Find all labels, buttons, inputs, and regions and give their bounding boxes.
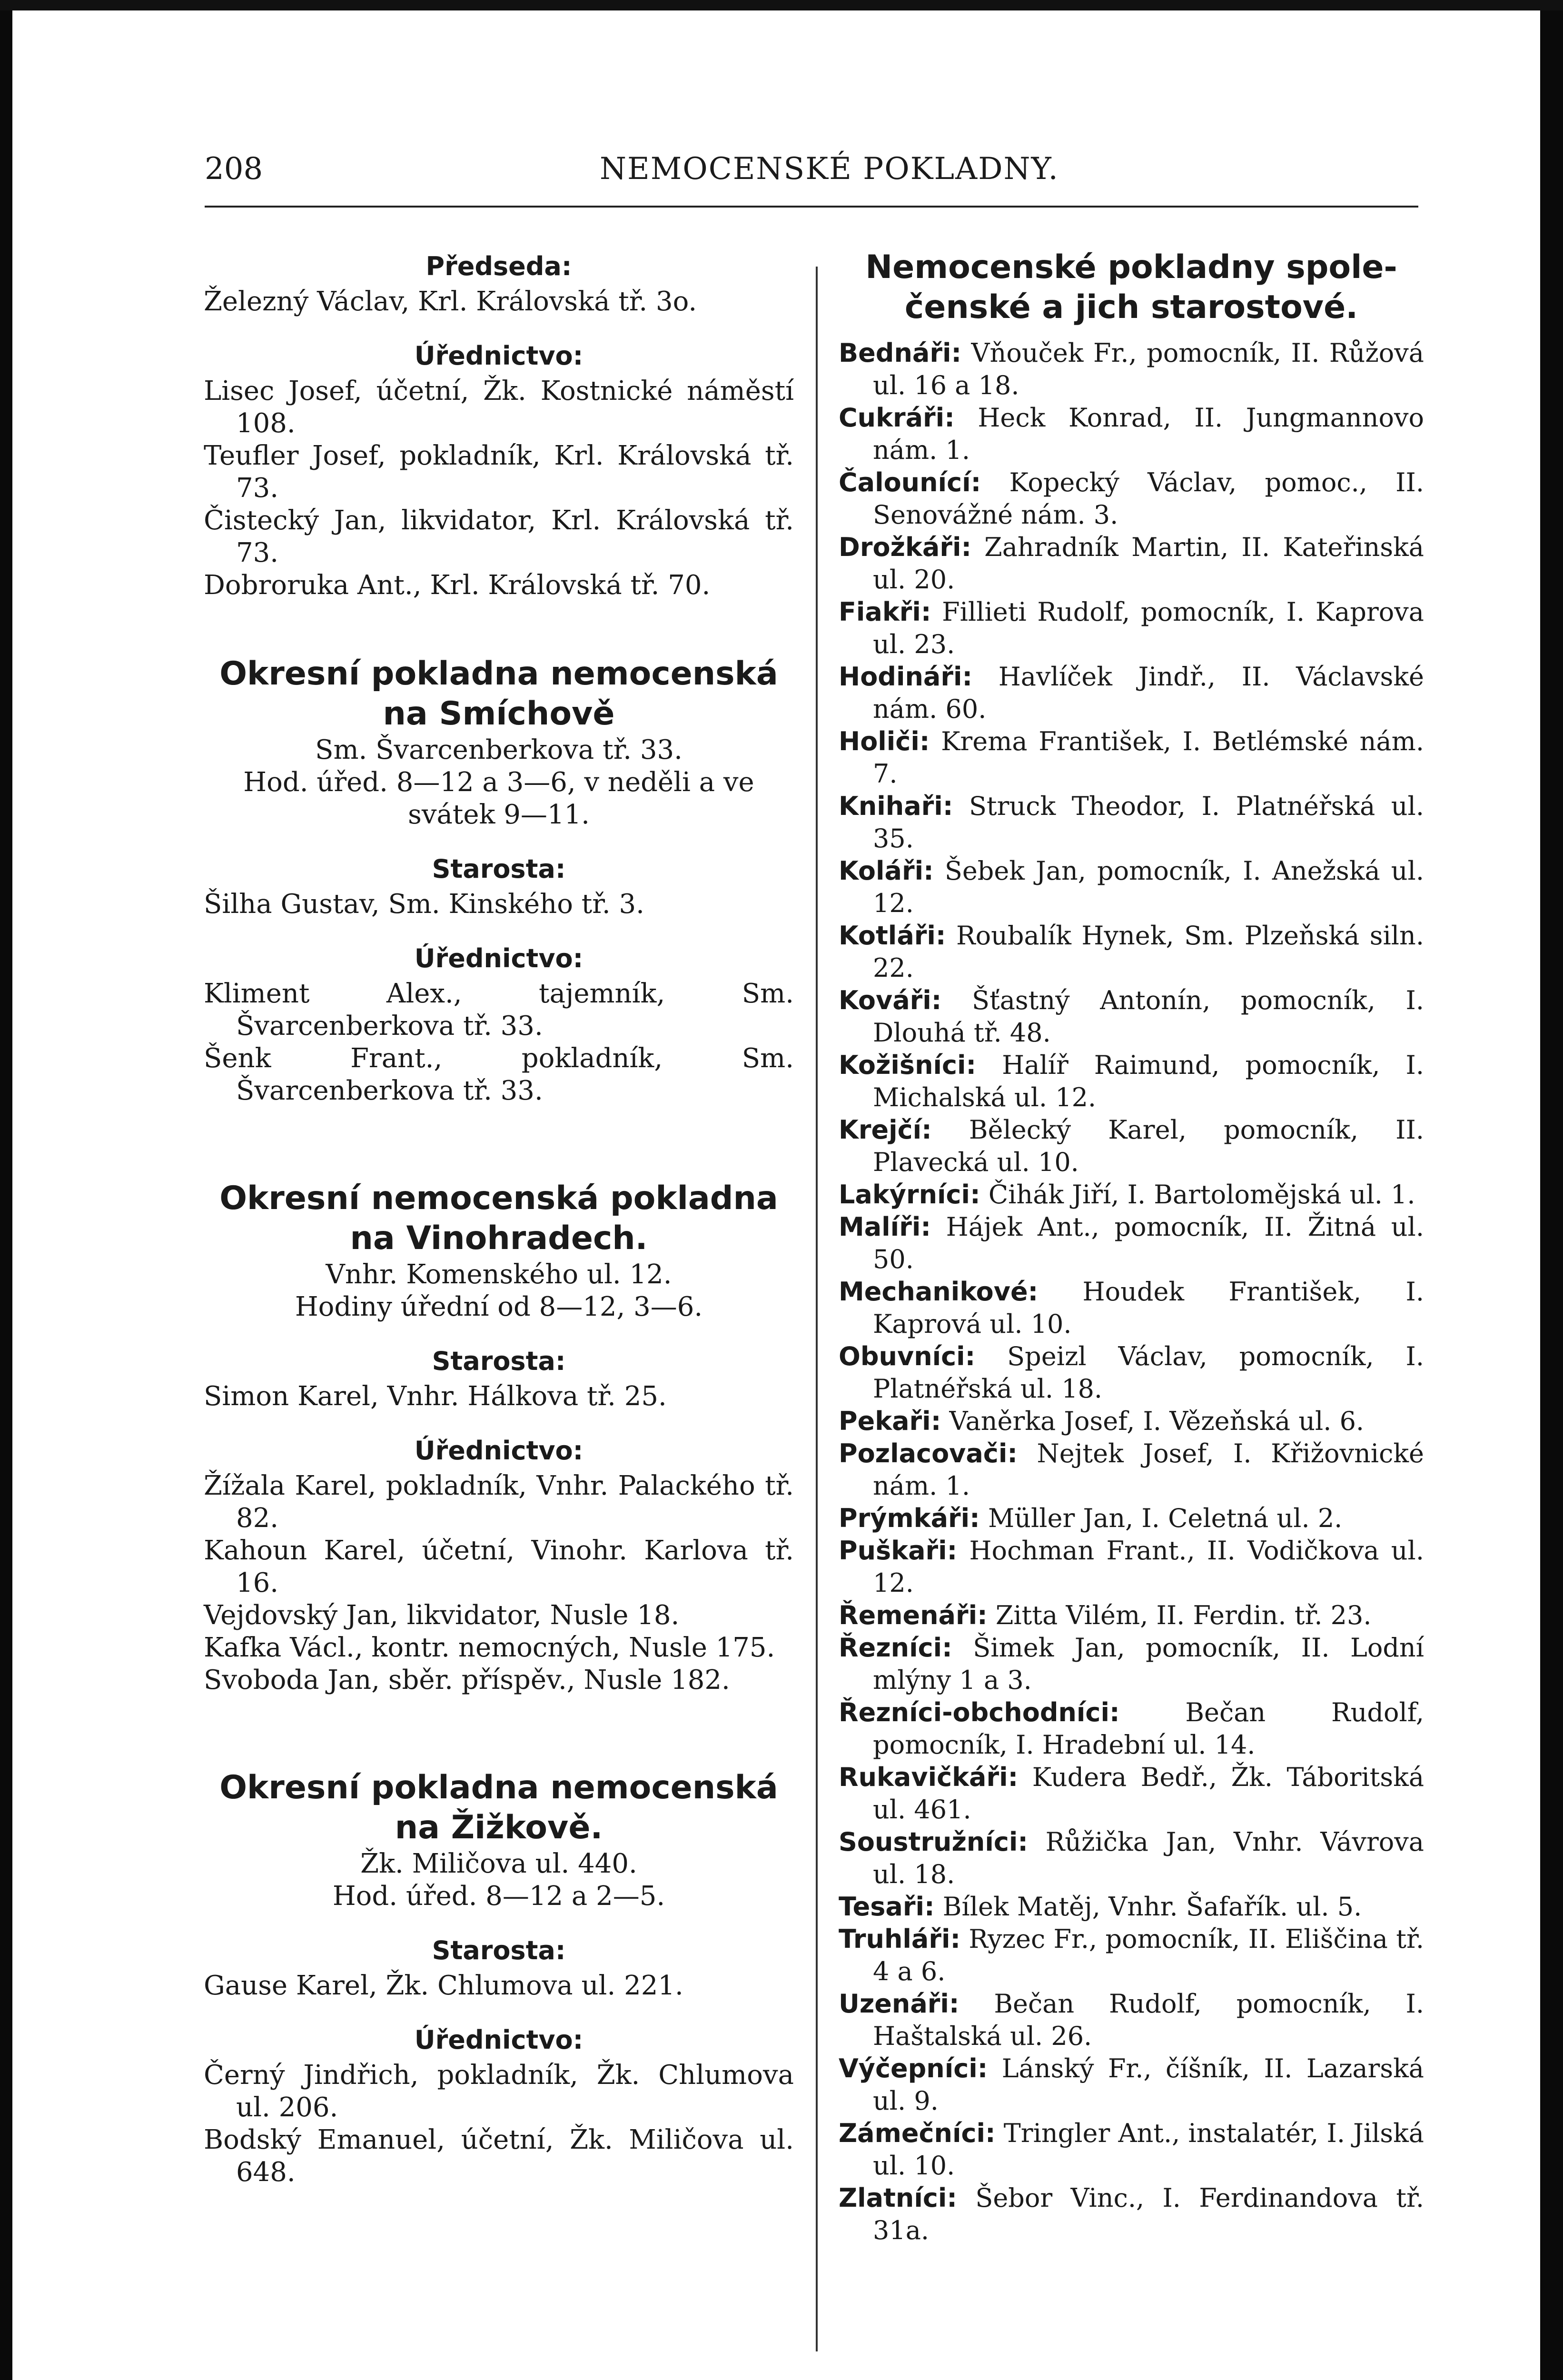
trade-name: Mechanikové:	[839, 1277, 1039, 1307]
trade-entry	[839, 402, 1424, 466]
right-section-title: čenské a jich starostové.	[904, 288, 1358, 326]
chair-label: Předseda:	[425, 251, 572, 281]
officer-entry: Lisec Josef, účetní, Žk. Kostnické náměstí 108.	[204, 376, 794, 439]
trade-details: Heck Konrad, II. Jungmannovo nám. 1.	[873, 403, 1424, 465]
trade-details: Zahradník Martin, II. Kateřinská ul. 20.	[873, 532, 1424, 595]
trade-name: Prýmkáři:	[839, 1503, 980, 1533]
trade-details: Šťastný Antonín, pomocník, I. Dlouhá tř. 48.	[873, 985, 1424, 1048]
section-smichov	[204, 654, 794, 1107]
scan-edge-left	[0, 0, 12, 2380]
starosta-entry: Šilha Gustav, Sm. Kinského tř. 3.	[204, 889, 644, 920]
officer-entry: Bodský Emanuel, účetní, Žk. Miličova ul. 648.	[204, 2124, 794, 2188]
officer-entry: Černý Jindřich, pokladník, Žk. Chlumova ul. 206.	[204, 2060, 794, 2123]
trade-entry	[839, 2053, 1424, 2117]
trade-name: Puškaři:	[839, 1536, 958, 1566]
trade-entry	[839, 1340, 1424, 1405]
trade-details: Fillieti Rudolf, pomocník, I. Kaprova ul. 23.	[873, 597, 1424, 659]
trade-entry	[839, 1114, 1424, 1179]
trade-name: Obuvníci:	[839, 1341, 976, 1371]
trade-details: Müller Jan, I. Celetná ul. 2.	[988, 1503, 1343, 1533]
trade-details: Vňouček Fr., pomocník, II. Růžová ul. 16 a 18.	[873, 338, 1424, 400]
trade-name: Rukavičkáři:	[839, 1762, 1019, 1792]
trade-details: Růžička Jan, Vnhr. Vávrova ul. 18.	[873, 1827, 1424, 1889]
trade-details: Šebek Jan, pomocník, I. Anežská ul. 12.	[873, 856, 1424, 918]
trade-details: Nejtek Josef, I. Křižovnické nám. 1.	[873, 1438, 1424, 1501]
trade-details: Krema František, I. Betlémské nám. 7.	[873, 726, 1424, 789]
right-column	[839, 248, 1424, 2247]
trade-entry	[839, 1049, 1424, 1114]
trade-name: Zlatníci:	[839, 2183, 957, 2213]
trade-details: Roubalík Hynek, Sm. Plzeňská siln. 22.	[873, 921, 1424, 983]
trade-details: Šebor Vinc., I. Ferdinandova tř. 31a.	[873, 2183, 1424, 2245]
trade-entry	[839, 790, 1424, 855]
trade-name: Zámečníci:	[839, 2118, 996, 2148]
trade-details: Ryzec Fr., pomocník, II. Eliščina tř. 4 a 6.	[873, 1924, 1424, 1986]
trade-name: Kotláři:	[839, 921, 946, 951]
header-rule	[205, 206, 1418, 208]
trade-name: Řezníci:	[839, 1633, 952, 1663]
trade-entry	[839, 1502, 1424, 1535]
trade-details: Šimek Jan, pomocník, II. Lodní mlýny 1 a 3.	[873, 1633, 1424, 1695]
trade-entry	[839, 2117, 1424, 2182]
officer-entry: Kliment Alex., tajemník, Sm. Švarcenberkova tř. 33.	[204, 978, 794, 1041]
trade-details: Lánský Fr., číšník, II. Lazarská ul. 9.	[873, 2053, 1424, 2116]
trade-details: Bílek Matěj, Vnhr. Šafařík. ul. 5.	[942, 1892, 1362, 1922]
scan-edge-top	[0, 0, 1563, 10]
trade-details: Vaněrka Josef, I. Vězeňská ul. 6.	[949, 1406, 1365, 1436]
trade-entry	[839, 1988, 1424, 2053]
left-column	[204, 248, 794, 2189]
trade-entry	[839, 466, 1424, 531]
trade-name: Čalounící:	[839, 467, 981, 497]
section-title: na Smíchově	[383, 695, 615, 733]
trade-name: Drožkáři:	[839, 532, 972, 562]
officer-entry: Kahoun Karel, účetní, Vinohr. Karlova tř. 16.	[204, 1535, 794, 1598]
trade-name: Pekaři:	[839, 1406, 941, 1436]
section-hours: Hod. úřed. 8—12 a 3—6, v neděli a ve	[243, 767, 754, 798]
trade-list	[839, 337, 1424, 2247]
trade-name: Fiakři:	[839, 597, 931, 627]
trade-name: Kožišníci:	[839, 1050, 977, 1080]
officer-entry: Svoboda Jan, sběr. příspěv., Nusle 182.	[204, 1665, 730, 1696]
trade-name: Truhláři:	[839, 1924, 961, 1954]
trade-entry	[839, 661, 1424, 725]
trade-entry	[839, 1923, 1424, 1988]
trade-details: Čihák Jiří, I. Bartolomějská ul. 1.	[988, 1180, 1415, 1210]
trade-name: Lakýrníci:	[839, 1180, 980, 1210]
trade-entry	[839, 1405, 1424, 1438]
officer-entry: Vejdovský Jan, likvidator, Nusle 18.	[204, 1600, 680, 1631]
officer-entry: Kafka Václ., kontr. nemocných, Nusle 175.	[204, 1632, 775, 1663]
section-address: Žk. Miličova ul. 440.	[360, 1848, 637, 1879]
header-title: NEMOCENSKÉ POKLADNY.	[600, 151, 1059, 187]
trade-name: Cukráři:	[839, 403, 955, 433]
section-hours: Hod. úřed. 8—12 a 2—5.	[332, 1881, 665, 1912]
trade-details: Kudera Bedř., Žk. Táboritská ul. 461.	[873, 1762, 1425, 1825]
section-address: Vnhr. Komenského ul. 12.	[326, 1259, 672, 1290]
section-title: na Vinohradech.	[350, 1220, 648, 1257]
trade-name: Soustružníci:	[839, 1827, 1028, 1857]
trade-entry	[839, 1179, 1424, 1211]
trade-details: Kopecký Václav, pomoc., II. Senovážné nám. 3.	[873, 467, 1424, 530]
trade-entry	[839, 531, 1424, 596]
section-title: na Žižkově.	[395, 1809, 603, 1846]
office-label: Úřednictvo:	[414, 1436, 584, 1466]
trade-entry	[839, 1211, 1424, 1276]
trade-details: Bečan Rudolf, pomocník, I. Hradební ul. 14.	[873, 1697, 1424, 1760]
running-head	[205, 151, 1418, 194]
trade-name: Pozlacovači:	[839, 1438, 1018, 1468]
starosta-label: Starosta:	[432, 1346, 566, 1376]
starosta-label: Starosta:	[432, 854, 566, 884]
scan-edge-right	[1540, 0, 1563, 2380]
page-number: 208	[205, 151, 263, 187]
starosta-entry: Simon Karel, Vnhr. Hálkova tř. 25.	[204, 1381, 667, 1412]
trade-name: Uzenáři:	[839, 1989, 960, 2019]
trade-entry	[839, 920, 1424, 984]
trade-entry	[839, 596, 1424, 661]
trade-entry	[839, 855, 1424, 920]
officer-entry: Čistecký Jan, likvidator, Krl. Královská tř. 73.	[204, 505, 794, 568]
trade-entry	[839, 1696, 1424, 1761]
trade-entry	[839, 1826, 1424, 1891]
section-title: Okresní pokladna nemocenská	[219, 1769, 778, 1806]
trade-name: Knihaři:	[839, 791, 953, 821]
trade-entry	[839, 1276, 1424, 1340]
trade-entry	[839, 1438, 1424, 1502]
trade-entry	[839, 725, 1424, 790]
trade-details: Bělecký Karel, pomocník, II. Plavecká ul. 10.	[873, 1115, 1424, 1177]
trade-details: Bečan Rudolf, pomocník, I. Haštalská ul. 26.	[873, 1989, 1424, 2051]
trade-entry	[839, 984, 1424, 1049]
trade-entry	[839, 1632, 1424, 1696]
trade-name: Řemenáři:	[839, 1600, 988, 1630]
office-label: Úřednictvo:	[414, 341, 584, 371]
trade-name: Kováři:	[839, 985, 942, 1015]
right-section-title: Nemocenské pokladny spole-	[865, 248, 1397, 286]
section-zizkov	[204, 1768, 794, 2189]
trade-name: Malíři:	[839, 1212, 931, 1242]
starosta-label: Starosta:	[432, 1935, 566, 1965]
office-label: Úřednictvo:	[414, 943, 584, 973]
trade-name: Hodináři:	[839, 662, 973, 692]
office-label: Úřednictvo:	[414, 2025, 584, 2055]
section-title: Okresní pokladna nemocenská	[219, 655, 778, 693]
trade-details: Halíř Raimund, pomocník, I. Michalská ul. 12.	[873, 1050, 1424, 1112]
trade-entry	[839, 1891, 1424, 1923]
column-divider	[816, 267, 818, 2351]
officer-entry: Dobroruka Ant., Krl. Královská tř. 70.	[204, 570, 711, 601]
chair-entry: Železný Václav, Krl. Královská tř. 3o.	[204, 286, 697, 317]
starosta-entry: Gause Karel, Žk. Chlumova ul. 221.	[204, 1970, 683, 2001]
trade-details: Hochman Frant., II. Vodičkova ul. 12.	[873, 1536, 1424, 1598]
trade-name: Krejčí:	[839, 1115, 932, 1145]
trade-name: Výčepníci:	[839, 2053, 988, 2083]
trade-name: Holiči:	[839, 726, 930, 756]
trade-details: Struck Theodor, I. Platnéřská ul. 35.	[873, 791, 1424, 853]
trade-details: Havlíček Jindř., II. Václavské nám. 60.	[873, 662, 1424, 724]
trade-name: Tesaři:	[839, 1892, 935, 1922]
trade-entry	[839, 1535, 1424, 1599]
trade-entry	[839, 2182, 1424, 2247]
officer-entry: Teufler Josef, pokladník, Krl. Královská tř. 73.	[204, 440, 794, 504]
trade-entry	[839, 1761, 1424, 1826]
trade-entry	[839, 1599, 1424, 1632]
section-hours: Hodiny úřední od 8—12, 3—6.	[295, 1291, 703, 1322]
officer-entry: Žížala Karel, pokladník, Vnhr. Palackého tř. 82.	[204, 1470, 794, 1534]
trade-name: Koláři:	[839, 856, 934, 886]
trade-details: Zitta Vilém, II. Ferdin. tř. 23.	[995, 1600, 1372, 1630]
section-hours: svátek 9—11.	[408, 799, 590, 830]
trade-name: Řezníci-obchodníci:	[839, 1697, 1120, 1727]
trade-details: Houdek František, I. Kaprová ul. 10.	[873, 1277, 1425, 1339]
trade-name: Bednáři:	[839, 338, 962, 368]
trade-details: Speizl Václav, pomocník, I. Platnéřská ul. 18.	[873, 1341, 1424, 1404]
section-address: Sm. Švarcenberkova tř. 33.	[315, 734, 683, 765]
officer-entry: Šenk Frant., pokladník, Sm. Švarcenberkova tř. 33.	[204, 1043, 794, 1106]
trade-details: Hájek Ant., pomocník, II. Žitná ul. 50.	[873, 1212, 1424, 1274]
trade-details: Tringler Ant., instalatér, I. Jilská ul. 10.	[873, 2118, 1424, 2181]
trade-entry	[839, 337, 1424, 402]
section-title: Okresní nemocenská pokladna	[219, 1180, 778, 1217]
section-vinohrady	[204, 1179, 794, 1696]
